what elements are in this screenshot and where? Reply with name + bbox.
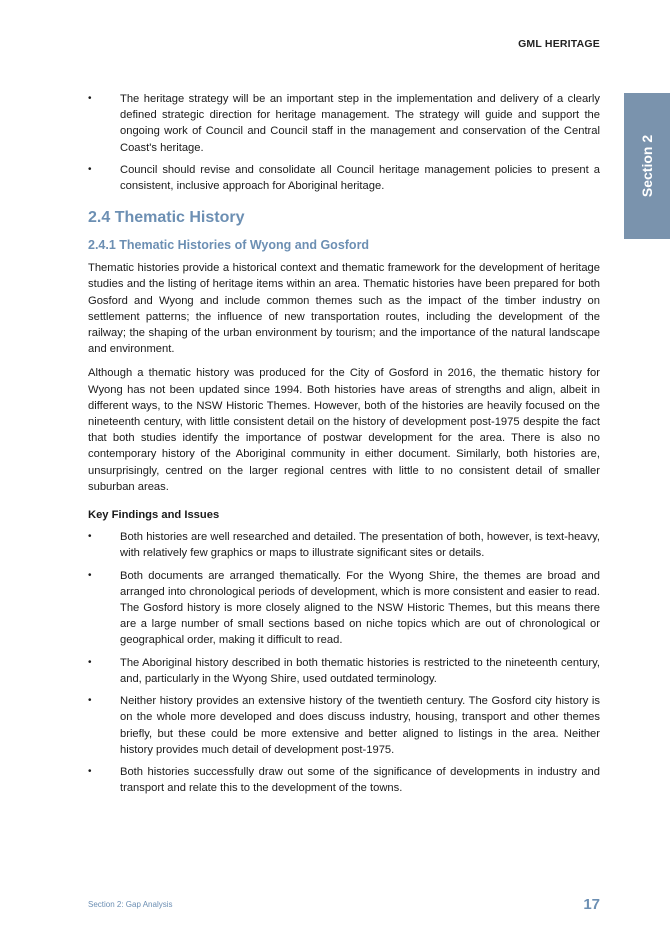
paragraph: Thematic histories provide a historical context and thematic framework for the development of heritage studies and the listing of heritage items within an area. Thematic histories have been prepared for both Gosford and Wyong and include common themes such as the impact of the timber industry on settlement patterns; the influence of new transportation routes, including the development of the railway; the shaping of the urban environment by tourism; and the importance of the natural landscape and environment.	[88, 262, 600, 356]
list-item: • The heritage strategy will be an important step in the implementation and delivery of a clearly defined strategic direction for heritage management. The strategy will guide and support the ongoing work of Council and Council staff in the management and conservation of the Central Coast's heritage.	[88, 91, 600, 156]
list-item: • Both histories are well researched and detailed. The presentation of both, however, is text-heavy, with relatively few graphics or maps to illustrate significant sites or details.	[88, 529, 600, 561]
findings-list	[88, 529, 600, 796]
section-heading: 2.4 Thematic History	[88, 209, 245, 227]
intro-bullet-list	[88, 91, 600, 194]
document-header: GML HERITAGE	[518, 38, 600, 50]
list-item: • Neither history provides an extensive history of the twentieth century. The Gosford city history is on the whole more developed and does discuss industry, housing, transport and other themes briefly, but these could be more extensive and better aligned to listings in the area. Neither history provides much detail of development post-1975.	[88, 693, 600, 758]
list-item: • Both documents are arranged thematically. For the Wyong Shire, the themes are broad and arranged into chronological periods of development, which is more consistent and easier to read. The Gosford history is more closely aligned to the NSW Historic Themes, but this means there are a large number of small sections based on niche topics which are out of chronological or geographical order, making it difficult to read.	[88, 568, 600, 649]
section-tab-label: Section 2	[639, 134, 655, 198]
page-content	[88, 91, 600, 802]
list-item: • Both histories successfully draw out some of the significance of developments in industry and transport and relate this to the development of the towns.	[88, 764, 600, 796]
list-item: • Council should revise and consolidate all Council heritage management policies to present a consistent, inclusive approach for Aboriginal heritage.	[88, 162, 600, 194]
page-number: 17	[583, 896, 600, 913]
footer-section-label: Section 2: Gap Analysis	[88, 900, 173, 909]
section-tab	[624, 93, 670, 239]
key-findings-heading: Key Findings and Issues	[88, 509, 220, 522]
subsection-heading: 2.4.1 Thematic Histories of Wyong and Gosford	[88, 238, 370, 253]
list-item: • The Aboriginal history described in both thematic histories is restricted to the nineteenth century, and, particularly in the Wyong Shire, used outdated terminology.	[88, 655, 600, 687]
paragraph: Although a thematic history was produced for the City of Gosford in 2016, the thematic history for Wyong has not been updated since 1994. Both histories have areas of strengths and align, albeit in different ways, to the NSW Historic Themes. However, both of the histories are heavily focused on the nineteenth century, with little consistent detail on the history of development post-1975 despite the fact that both studies identify the importance of postwar development for the area. There is also no contemporary history of the Aboriginal community in either document. Similarly, both histories are, unsurprisingly, centred on the larger regional centres with little to no consistent detail of smaller suburban areas.	[88, 367, 600, 493]
